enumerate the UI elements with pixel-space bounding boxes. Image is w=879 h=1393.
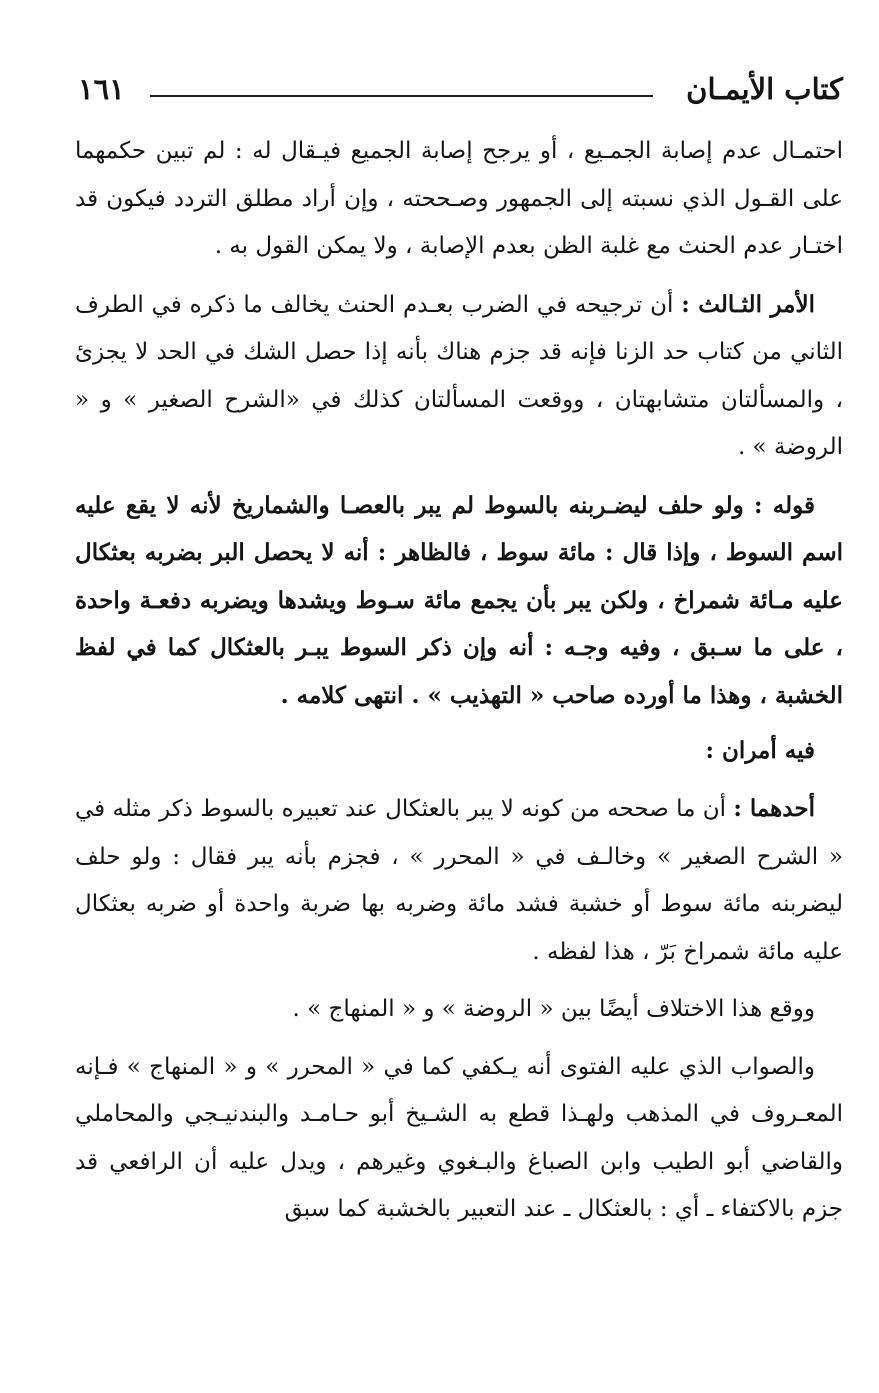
paragraph-6-text: والصواب الذي عليه الفتوى أنه يـكفي كما في « المحرر » و « المنهاج » فـإنه المعـروف في المذهب ولهـذا قطع به الشـيخ أبو حـامـد والبندنيـجي والمحاملي والقاضي أبو الطيب وابن الصباغ والبـغوي وغيرهم ، ويدل عليه أن الرافعي قد جزم بالاكتفاء ـ أي : بالعثكال ـ عند التعبير بالخشبة كما سبق xyxy=(75,1053,843,1222)
header-rule xyxy=(150,95,653,97)
paragraph-6 xyxy=(75,1044,843,1234)
quoted-passage xyxy=(75,482,843,720)
paragraph-4-text: أن ما صححه من كونه لا يبر بالعثكال عند تعبيره بالسوط ذكر مثله في « الشرح الصغير » وخالـف في « المحرر » ، فجزم بأنه يبر فقال : ولو حلف ليضربنه مائة سوط أو خشبة فشد مائة وضربه بها ضربة واحدة أو ضربه بعثكال عليه مائة شمراخ بَرّ ، هذا لفظه . xyxy=(75,796,843,965)
paragraph-5 xyxy=(75,986,843,1034)
chapter-title: كتاب الأيمـان xyxy=(686,72,843,106)
paragraph-4-lead: أحدهما : xyxy=(733,795,815,822)
paragraph-2-text: أن ترجيحه في الضرب بعـدم الحنث يخالف ما ذكره في الطرف الثاني من كتاب حد الزنا فإنه قد جزم هناك بأنه إذا حصل الشك في الحد لا يجزئ ، والمسألتان متشابهتان ، ووقعت المسألتان كذلك في «الشرح الصغير » و « الروضة » . xyxy=(75,291,843,460)
paragraph-5-text: ووقع هذا الاختلاف أيضًا بين « الروضة » و « المنهاج » . xyxy=(292,996,815,1022)
page-number: ١٦١ xyxy=(78,72,125,106)
paragraph-1-text: احتمـال عدم إصابة الجمـيع ، أو يرجح إصابة الجميع فيـقال له : لم تبين حكمهما على القـول الذي نسبته إلى الجمهور وصـححته ، وإن أراد مطلق التردد فيكون قد اختـار عدم الحنث مع غلبة الظن بعدم الإصابة ، ولا يمكن القول به . xyxy=(75,138,843,259)
paragraph-4 xyxy=(75,785,843,976)
paragraph-2-lead: الأمر الثـالث : xyxy=(681,290,815,318)
paragraph-2 xyxy=(75,281,843,472)
running-header xyxy=(78,66,843,116)
section-heading: فيه أمران : xyxy=(705,737,815,764)
paragraph-1 xyxy=(75,128,843,271)
body-text xyxy=(75,128,843,1244)
quoted-passage-text: قوله : ولو حلف ليضـربنه بالسوط لم يبر بالعصـا والشماريخ لأنه لا يقع عليه اسم السوط ، وإذا قال : مائة سوط ، فالظاهر : أنه لا يحصل البر بضربه بعثكال عليه مـائة شمراخ ، ولكن يبر بأن يجمع مائة سـوط ويشدها ويضربه دفعـة واحدة ، على ما سـبق ، وفيه وجـه : أنه وإن ذكر السوط يبـر بالعثكال كما في لفظ الخشبة ، وهذا ما أورده صاحب « التهذيب » . انتهى كلامه . xyxy=(75,491,843,709)
